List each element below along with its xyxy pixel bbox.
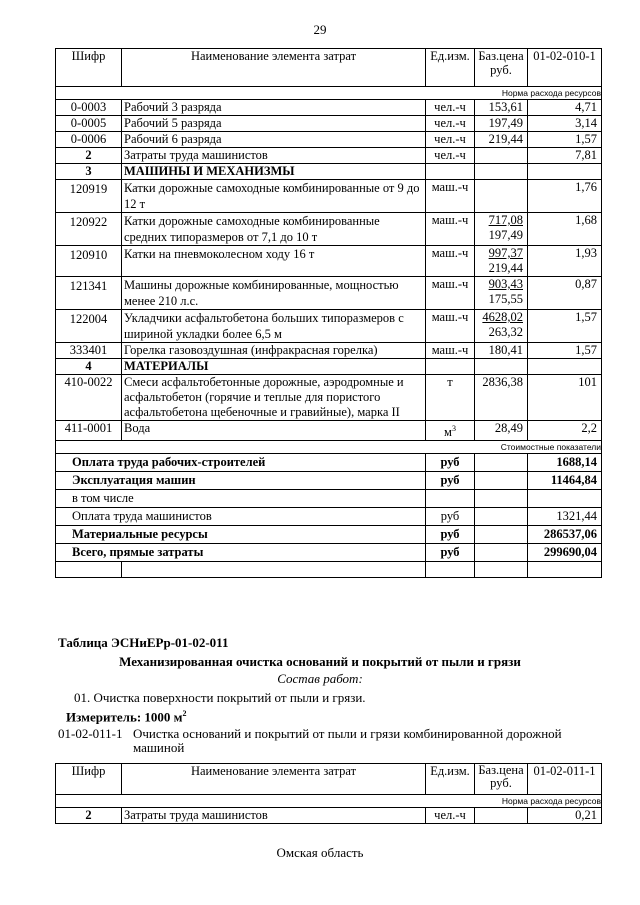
row-code: 0-0003 (56, 100, 122, 116)
summary-value: 299690,04 (528, 544, 602, 562)
row-value: 4,71 (528, 100, 602, 116)
row-value: 1,93 (528, 246, 602, 277)
row-price (475, 180, 528, 213)
row-price (475, 100, 528, 116)
row-code: 4 (56, 359, 122, 375)
row-code: 333401 (56, 343, 122, 359)
summary-unit (426, 490, 475, 508)
summary-value: 11464,84 (528, 472, 602, 490)
norm-note: Норма расхода ресурсов (56, 795, 602, 808)
header-code: Шифр (56, 49, 122, 87)
summary-row (56, 508, 602, 526)
summary-value: 286537,06 (528, 526, 602, 544)
price-primary: 2836,38 (482, 375, 523, 389)
row-name: Машины дорожные комбинированные, мощностью менее 210 л.с. (122, 277, 426, 310)
summary-label: в том числе (56, 490, 426, 508)
row-unit-text: маш.-ч (431, 310, 469, 324)
meter-sup: 2 (182, 709, 187, 718)
summary-label: Эксплуатация машин (56, 472, 426, 490)
composition-item: 01. Очистка поверхности покрытий от пыли и грязи. (74, 690, 366, 705)
composition-title: Состав работ: (277, 671, 363, 686)
summary-unit: руб (426, 472, 475, 490)
row-code: 410-0022 (56, 375, 122, 421)
row-price (475, 164, 528, 180)
table-row (56, 343, 602, 359)
row-value: 1,68 (528, 213, 602, 246)
row-unit (426, 277, 475, 310)
table-row (56, 180, 602, 213)
row-code: 120922 (56, 213, 122, 246)
row-code: 0-0006 (56, 132, 122, 148)
row-code: 0-0005 (56, 116, 122, 132)
item-code: 01-02-011-1 (58, 726, 123, 741)
price-secondary: 263,32 (488, 325, 523, 339)
row-price (475, 148, 528, 164)
row-unit-text: т (447, 375, 453, 389)
price-secondary: 219,44 (488, 261, 523, 275)
row-code: 411-0001 (56, 421, 122, 441)
summary-empty (475, 544, 528, 562)
row-value: 0,21 (528, 808, 602, 824)
row-unit: чел.-ч (426, 808, 475, 824)
row-code: 121341 (56, 277, 122, 310)
row-value: 1,57 (528, 310, 602, 343)
row-name: Катки на пневмоколесном ходу 16 т (122, 246, 426, 277)
row-value: 2,2 (528, 421, 602, 441)
row-unit (426, 132, 475, 148)
row-name: Рабочий 3 разряда (122, 100, 426, 116)
price-primary: 4628,02 (482, 310, 523, 324)
section-heading: Механизированная очистка оснований и покрытий от пыли и грязи (119, 654, 521, 669)
summary-empty (475, 454, 528, 472)
table-row (56, 421, 602, 441)
row-value: 1,57 (528, 343, 602, 359)
summary-row (56, 490, 602, 508)
row-price (475, 359, 528, 375)
item-desc-line1: Очистка оснований и покрытий от пыли и грязи комбинированной дорожной (133, 726, 562, 741)
row-price (475, 343, 528, 359)
row-name: Затраты труда машинистов (122, 148, 426, 164)
summary-unit: руб (426, 454, 475, 472)
cost-note: Стоимостные показатели (56, 441, 602, 454)
row-price (475, 421, 528, 441)
row-unit-text: маш.-ч (431, 213, 469, 227)
summary-label: Материальные ресурсы (56, 526, 426, 544)
row-price (475, 808, 528, 824)
row-code: 120910 (56, 246, 122, 277)
summary-row (56, 526, 602, 544)
row-code: 122004 (56, 310, 122, 343)
row-code: 3 (56, 164, 122, 180)
meter-label: Измеритель: 1000 м (66, 709, 183, 725)
header-unit: Ед.изм. (426, 764, 475, 795)
row-value: 0,87 (528, 277, 602, 310)
resource-table-2 (55, 763, 602, 824)
row-price (475, 310, 528, 343)
row-name: Затраты труда машинистов (122, 808, 426, 824)
unit-sup: 3 (451, 424, 456, 433)
item-desc-line2: машиной (133, 740, 185, 755)
table-row (56, 359, 602, 375)
row-name: Рабочий 5 разряда (122, 116, 426, 132)
header-price: Баз.цена руб. (475, 764, 528, 795)
summary-value: 1688,14 (528, 454, 602, 472)
summary-label: Оплата труда машинистов (56, 508, 426, 526)
price-secondary: 175,55 (488, 292, 523, 306)
row-unit (426, 148, 475, 164)
row-unit (426, 213, 475, 246)
price-primary: 903,43 (488, 277, 523, 291)
table-row (56, 246, 602, 277)
row-name: Катки дорожные самоходные комбинированные средних типоразмеров от 7,1 до 10 т (122, 213, 426, 246)
row-name: Рабочий 6 разряда (122, 132, 426, 148)
table-row (56, 213, 602, 246)
header-norm: 01-02-010-1 (528, 49, 602, 87)
row-value (528, 164, 602, 180)
row-unit (426, 116, 475, 132)
summary-empty (475, 508, 528, 526)
meter (66, 709, 187, 725)
row-code: 2 (56, 148, 122, 164)
row-name: Катки дорожные самоходные комбинированные от 9 до 12 т (122, 180, 426, 213)
table-row (56, 132, 602, 148)
table-row (56, 164, 602, 180)
footer: Омская область (276, 845, 364, 860)
table-row (56, 808, 602, 824)
row-unit (426, 359, 475, 375)
row-price (475, 132, 528, 148)
row-unit-text: м (444, 425, 452, 440)
table-row (56, 148, 602, 164)
price-primary: 997,37 (488, 246, 523, 260)
price-primary: 153,61 (488, 100, 523, 114)
table-title: Таблица ЭСНиЕРр-01-02-011 (58, 635, 229, 650)
row-name: МАШИНЫ И МЕХАНИЗМЫ (122, 164, 426, 180)
row-unit-text: чел.-ч (434, 148, 466, 162)
row-price (475, 246, 528, 277)
row-code: 2 (56, 808, 122, 824)
row-price (475, 116, 528, 132)
price-primary: 717,08 (488, 213, 523, 227)
row-value: 101 (528, 375, 602, 421)
row-unit (426, 343, 475, 359)
page-number: 29 (313, 22, 327, 37)
row-name: Укладчики асфальтобетона больших типоразмеров с шириной укладки более 6,5 м (122, 310, 426, 343)
table-row (56, 310, 602, 343)
price-primary: 197,49 (488, 116, 523, 130)
row-value (528, 359, 602, 375)
row-unit-text: маш.-ч (431, 180, 469, 194)
summary-row (56, 454, 602, 472)
row-unit (426, 100, 475, 116)
summary-value: 1321,44 (528, 508, 602, 526)
header-norm: 01-02-011-1 (528, 764, 602, 795)
row-value: 7,81 (528, 148, 602, 164)
row-code: 120919 (56, 180, 122, 213)
summary-label: Оплата труда рабочих-строителей (56, 454, 426, 472)
row-value: 1,76 (528, 180, 602, 213)
row-unit (426, 310, 475, 343)
row-name: Горелка газовоздушная (инфракрасная горелка) (122, 343, 426, 359)
price-primary: 180,41 (488, 343, 523, 357)
row-unit-text: чел.-ч (434, 132, 466, 146)
summary-row (56, 472, 602, 490)
row-unit (426, 164, 475, 180)
row-unit (426, 375, 475, 421)
row-name: МАТЕРИАЛЫ (122, 359, 426, 375)
summary-unit: руб (426, 544, 475, 562)
table-row (56, 116, 602, 132)
summary-unit: руб (426, 526, 475, 544)
summary-row (56, 544, 602, 562)
table-row (56, 375, 602, 421)
norm-note: Норма расхода ресурсов (56, 87, 602, 100)
header-price: Баз.цена руб. (475, 49, 528, 87)
row-unit-text: маш.-ч (431, 246, 469, 260)
summary-empty (475, 526, 528, 544)
summary-unit: руб (426, 508, 475, 526)
row-name: Вода (122, 421, 426, 441)
price-primary: 219,44 (488, 132, 523, 146)
row-unit-text: маш.-ч (431, 277, 469, 291)
row-unit-text: чел.-ч (434, 116, 466, 130)
table-row (56, 277, 602, 310)
row-unit (426, 246, 475, 277)
row-price (475, 277, 528, 310)
row-unit-text: чел.-ч (434, 100, 466, 114)
row-unit (426, 421, 475, 441)
header-name: Наименование элемента затрат (122, 49, 426, 87)
resource-table-1 (55, 48, 602, 578)
summary-value (528, 490, 602, 508)
table-row (56, 100, 602, 116)
row-name: Смеси асфальтобетонные дорожные, аэродромные и асфальтобетон (горячие и теплые для пористого асфальтобетона щебеночные и гравийные), марка II (122, 375, 426, 421)
row-unit-text: маш.-ч (431, 343, 469, 357)
summary-label: Всего, прямые затраты (56, 544, 426, 562)
row-value: 3,14 (528, 116, 602, 132)
price-secondary: 197,49 (488, 228, 523, 242)
row-price (475, 213, 528, 246)
price-primary: 28,49 (494, 421, 523, 435)
row-price (475, 375, 528, 421)
summary-empty (475, 490, 528, 508)
row-unit (426, 180, 475, 213)
header-code: Шифр (56, 764, 122, 795)
header-unit: Ед.изм. (426, 49, 475, 87)
row-value: 1,57 (528, 132, 602, 148)
summary-empty (475, 472, 528, 490)
header-name: Наименование элемента затрат (122, 764, 426, 795)
